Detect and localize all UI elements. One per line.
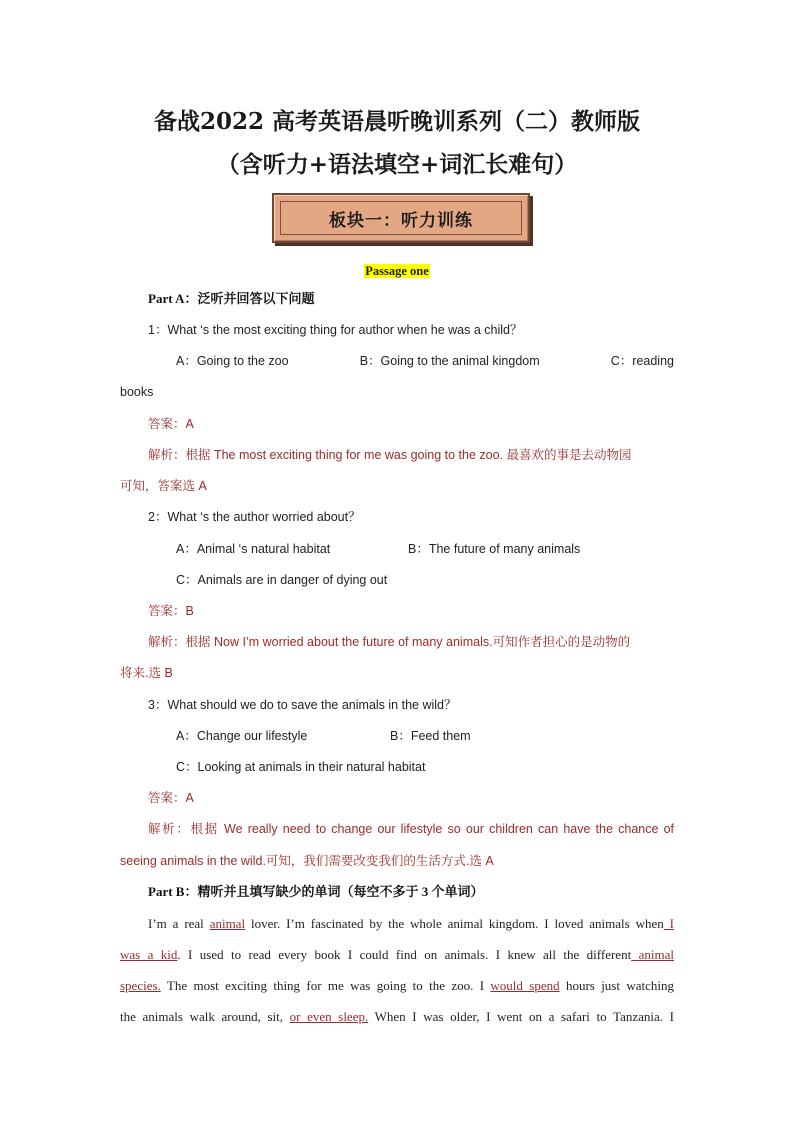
question-2: 2：What ‘s the author worried about？ <box>148 510 361 524</box>
document-title-line-2: （含听力+语法填空+词汇长难句） <box>216 151 578 178</box>
q2-option-c: C：Animals are in danger of dying out <box>176 573 388 587</box>
q3-option-b: B：Feed them <box>390 729 471 743</box>
q1-option-a: A：Going to the zoo <box>176 354 289 368</box>
p4-text-a: the animals walk around, sit, <box>120 1009 290 1024</box>
p1-blank-2: I <box>663 916 674 931</box>
q3-option-c: C：Looking at animals in their natural habitat <box>176 760 426 774</box>
q3-answer: 答案：A <box>148 791 194 805</box>
p1-text-b: lover. I’m fascinated by the whole animal kingdom. I loved animals when <box>245 916 664 931</box>
p2-text-a: . I used to read every book I could find on animals. I knew all the different <box>177 947 632 962</box>
q2-option-a: A：Animal ‘s natural habitat <box>176 542 331 556</box>
q1-option-c: C：reading <box>610 354 674 368</box>
q2-analysis-line-2: 将来.选 B <box>120 666 173 680</box>
p4-blank-1: or even sleep. <box>289 1009 369 1024</box>
q3-analysis-line-1: 解析：根据 We really need to change our lifestyle so our children can have the chance of <box>148 822 674 836</box>
q1-option-b: B：Going to the animal kingdom <box>359 354 540 368</box>
passage-label <box>0 260 794 279</box>
section-banner-label: 板块一：听力训练 <box>329 211 473 231</box>
p3-text-a: The most exciting thing for me was going to the zoo. I <box>160 978 491 993</box>
q3-option-a: A：Change our lifestyle <box>176 729 308 743</box>
part-a-heading: Part A：泛听并回答以下问题 <box>148 291 315 306</box>
question-1: 1：What ‘s the most exciting thing for author when he was a child？ <box>148 323 523 337</box>
passage-label-text: Passage one <box>365 264 429 278</box>
p1-text-a: I’m a real <box>148 916 210 931</box>
q1-option-c-wrap: books <box>120 385 154 399</box>
p3-blank-2: would spend <box>490 978 560 993</box>
p3-blank-1: species. <box>120 978 161 993</box>
q1-answer: 答案：A <box>148 417 194 431</box>
part-b-heading: Part B：精听并且填写缺少的单词（每空不多于 3 个单词） <box>148 884 484 899</box>
q1-analysis-line-2: 可知，答案选 A <box>120 479 207 493</box>
q1-analysis-line-1: 解析：根据 The most exciting thing for me was going to the zoo. 最喜欢的事是去动物园 <box>148 448 632 462</box>
section-banner <box>272 193 530 243</box>
part-b-paragraph-line-3 <box>120 977 674 995</box>
p1-blank-1: animal <box>209 916 246 931</box>
p2-blank-2: animal <box>631 947 674 962</box>
q3-analysis-line-2: seeing animals in the wild.可知，我们需要改变我们的生活方式.选 A <box>120 854 494 868</box>
part-b-paragraph-line-2 <box>120 946 674 964</box>
q2-option-b: B：The future of many animals <box>408 542 581 556</box>
q2-answer: 答案：B <box>148 604 194 618</box>
part-b-paragraph-line-1 <box>148 915 674 933</box>
question-2-options <box>176 540 730 558</box>
part-b-paragraph-line-4 <box>120 1008 674 1026</box>
question-3: 3：What should we do to save the animals in the wild？ <box>148 698 457 712</box>
document-title-line-1: 备战2022 高考英语晨听晚训系列（二）教师版 <box>153 108 641 135</box>
p4-text-b: When I was older, I went on a safari to Tanzania. I <box>368 1009 674 1024</box>
p3-text-b: hours just watching <box>559 978 674 993</box>
q2-analysis-line-1: 解析：根据 Now I’m worried about the future of many animals.可知作者担心的是动物的 <box>148 635 631 649</box>
question-1-options <box>176 352 674 370</box>
p2-blank-1: was a kid <box>120 947 178 962</box>
question-3-options <box>176 727 730 745</box>
